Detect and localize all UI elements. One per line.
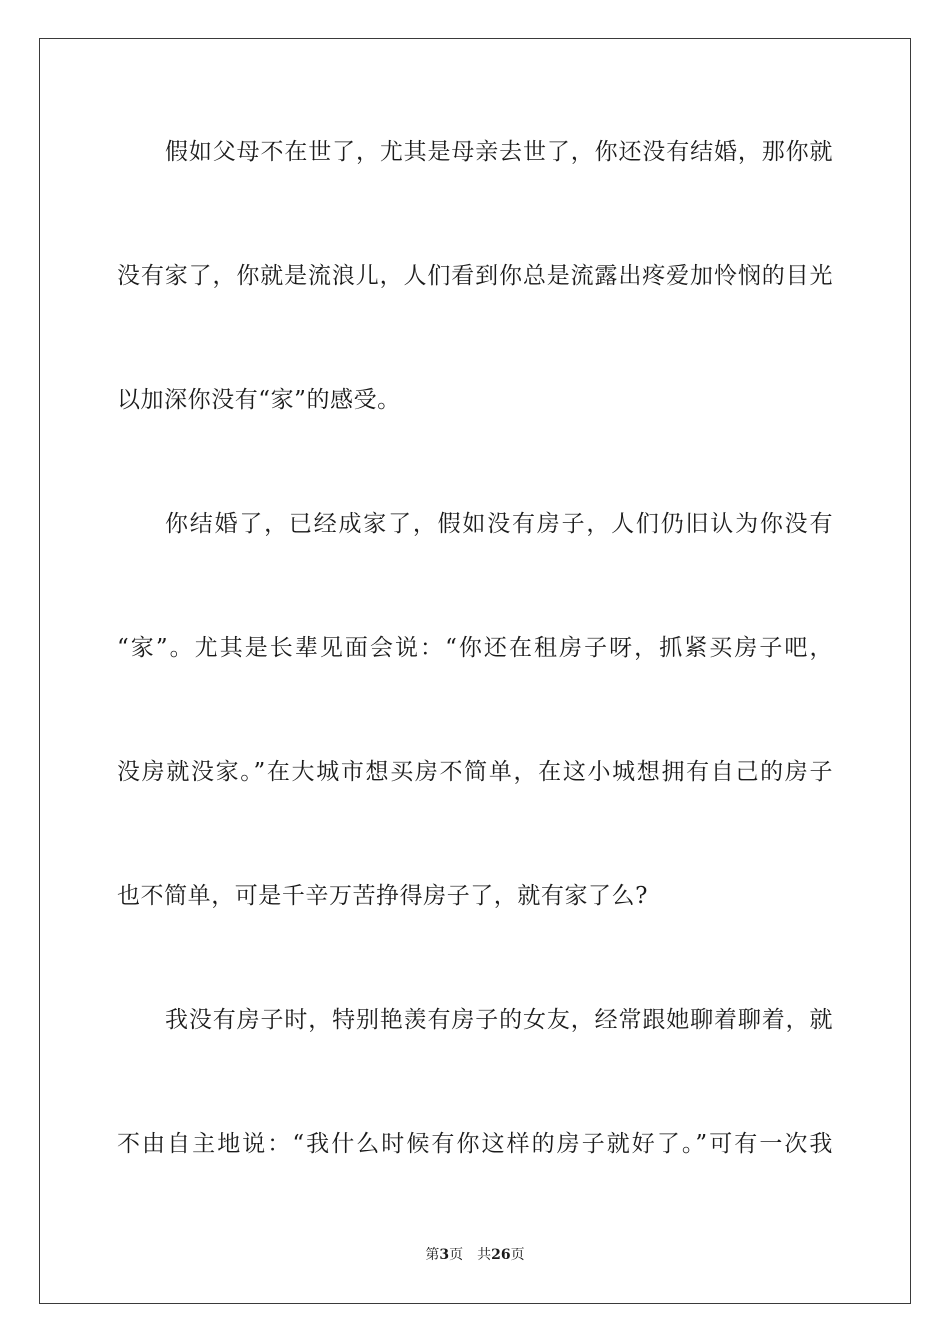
total-suffix: 页 [510, 1247, 525, 1263]
paragraph-1-line-1: 假如父母不在世了，尤其是母亲去世了，你还没有结婚，那你就 [165, 139, 833, 165]
paragraph-2-line-4: 也不简单，可是千辛万苦挣得房子了，就有家了么? [117, 883, 648, 909]
paragraph-2-line-2: “家”。尤其是长辈见面会说：“你还在租房子呀，抓紧买房子吧， [117, 635, 833, 661]
paragraph-3-line-2: 不由自主地说：“我什么时候有你这样的房子就好了。”可有一次我 [117, 1131, 833, 1157]
paragraph-1-line-3: 以加深你没有“家”的感受。 [117, 387, 401, 413]
paragraph-3-line-1: 我没有房子时，特别艳羡有房子的女友，经常跟她聊着聊着，就 [165, 1007, 833, 1033]
paragraph-2-line-1: 你结婚了，已经成家了，假如没有房子，人们仍旧认为你没有 [165, 511, 833, 537]
total-pages: 26 [491, 1247, 511, 1263]
page-suffix: 页 [449, 1247, 464, 1263]
page-footer [0, 1246, 950, 1264]
page-border [39, 38, 911, 1304]
paragraph-1-line-2: 没有家了，你就是流浪儿，人们看到你总是流露出疼爱加怜悯的目光 [117, 263, 833, 289]
paragraph-2-line-3: 没房就没家。”在大城市想买房不简单，在这小城想拥有自己的房子 [117, 759, 833, 785]
page-prefix: 第 [425, 1247, 440, 1263]
page-number: 3 [439, 1247, 450, 1263]
total-prefix: 共 [477, 1247, 492, 1263]
